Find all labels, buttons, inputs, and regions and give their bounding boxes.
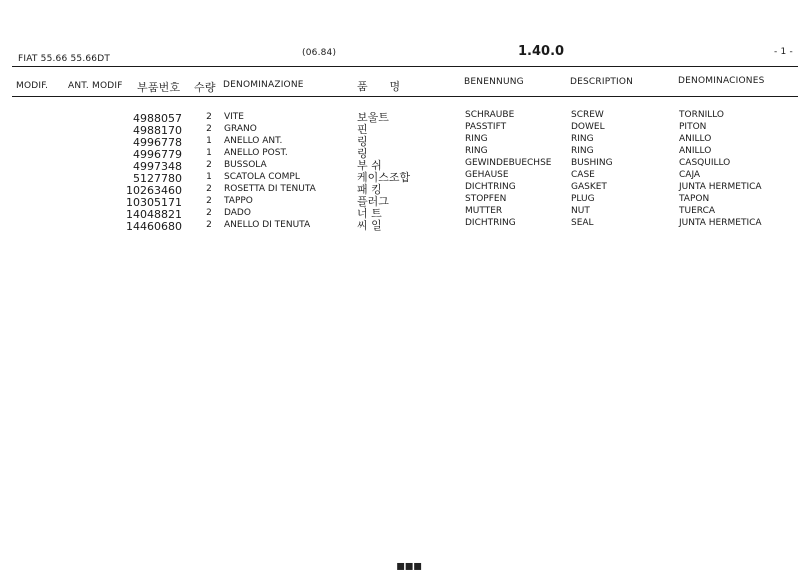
quantity: 2 [206, 160, 212, 170]
denominazione: ANELLO POST. [224, 148, 288, 158]
page-number: - 1 - [774, 47, 793, 57]
part-number: 4996779 [133, 148, 182, 161]
col-description: DESCRIPTION [570, 77, 634, 87]
korean-name: 플러그 [357, 195, 389, 208]
korean-name: 링 [357, 135, 368, 148]
description: GASKET [571, 182, 607, 192]
quantity: 2 [206, 196, 212, 206]
benennung: GEWINDEBUECHSE [465, 158, 552, 168]
denominazione: SCATOLA COMPL [224, 172, 300, 182]
korean-name: 너 트 [357, 207, 382, 220]
benennung: DICHTRING [465, 218, 516, 228]
quantity: 2 [206, 184, 212, 194]
denominazione: BUSSOLA [224, 160, 267, 170]
col-denominaciones: DENOMINACIONES [678, 76, 765, 86]
denominaciones: JUNTA HERMETICA [679, 182, 762, 192]
edition-date: (06.84) [302, 48, 337, 58]
denominazione: ANELLO ANT. [224, 136, 283, 146]
description: CASE [571, 170, 595, 180]
korean-name: 케이스조합 [357, 171, 411, 184]
col-ant-modif: ANT. MODIF [68, 81, 123, 91]
quantity: 2 [206, 220, 212, 230]
part-number: 14048821 [126, 208, 182, 221]
benennung: SCHRAUBE [465, 110, 515, 120]
col-modif: MODIF. [16, 81, 49, 91]
denominaciones: JUNTA HERMETICA [679, 218, 762, 228]
part-number: 5127780 [133, 172, 182, 185]
benennung: RING [465, 134, 488, 144]
denominazione: VITE [224, 112, 244, 122]
korean-name: 링 [357, 147, 368, 160]
scan-mark: ▪▪▪ [396, 558, 422, 574]
benennung: GEHAUSE [465, 170, 509, 180]
col-korean-name: 품 명 [357, 80, 401, 93]
part-number: 14460680 [126, 220, 182, 233]
benennung: MUTTER [465, 206, 503, 216]
denominaciones: ANILLO [679, 146, 712, 156]
part-number: 4988057 [133, 112, 182, 125]
quantity: 2 [206, 112, 212, 122]
quantity: 2 [206, 208, 212, 218]
header-top-rule [12, 66, 798, 67]
quantity: 1 [206, 148, 212, 158]
page-code: 1.40.0 [518, 44, 565, 59]
denominazione: ANELLO DI TENUTA [224, 220, 311, 230]
korean-name: 씨 일 [357, 219, 382, 232]
description: PLUG [571, 194, 595, 204]
denominaciones: ANILLO [679, 134, 712, 144]
korean-name: 부 쉬 [357, 159, 382, 172]
korean-name: 보울트 [357, 111, 389, 124]
description: RING [571, 146, 594, 156]
description: RING [571, 134, 594, 144]
benennung: RING [465, 146, 488, 156]
benennung: PASSTIFT [465, 122, 507, 132]
description: SEAL [571, 218, 594, 228]
denominazione: GRANO [224, 124, 257, 134]
denominazione: TAPPO [224, 196, 253, 206]
part-number: 4996778 [133, 136, 182, 149]
part-number: 4997348 [133, 160, 182, 173]
header-bottom-rule [12, 96, 798, 97]
col-benennung: BENENNUNG [464, 77, 524, 87]
korean-name: 핀 [357, 123, 368, 136]
description: NUT [571, 206, 590, 216]
part-number: 10263460 [126, 184, 182, 197]
part-number: 10305171 [126, 196, 182, 209]
denominaciones: TUERCA [679, 206, 716, 216]
col-quantity: 수량 [194, 81, 216, 94]
denominazione: DADO [224, 208, 251, 218]
description: DOWEL [571, 122, 605, 132]
denominaciones: TORNILLO [679, 110, 725, 120]
denominaciones: CASQUILLO [679, 158, 731, 168]
quantity: 1 [206, 172, 212, 182]
quantity: 2 [206, 124, 212, 134]
description: SCREW [571, 110, 604, 120]
description: BUSHING [571, 158, 613, 168]
denominazione: ROSETTA DI TENUTA [224, 184, 316, 194]
benennung: STOPFEN [465, 194, 507, 204]
quantity: 1 [206, 136, 212, 146]
denominaciones: PITON [679, 122, 707, 132]
denominaciones: CAJA [679, 170, 701, 180]
denominaciones: TAPON [679, 194, 710, 204]
model-title: FIAT 55.66 55.66DT [18, 54, 111, 64]
col-part-number: 부품번호 [137, 81, 181, 94]
part-number: 4988170 [133, 124, 182, 137]
benennung: DICHTRING [465, 182, 516, 192]
col-denominazione: DENOMINAZIONE [223, 80, 304, 90]
korean-name: 패 킹 [357, 183, 382, 196]
